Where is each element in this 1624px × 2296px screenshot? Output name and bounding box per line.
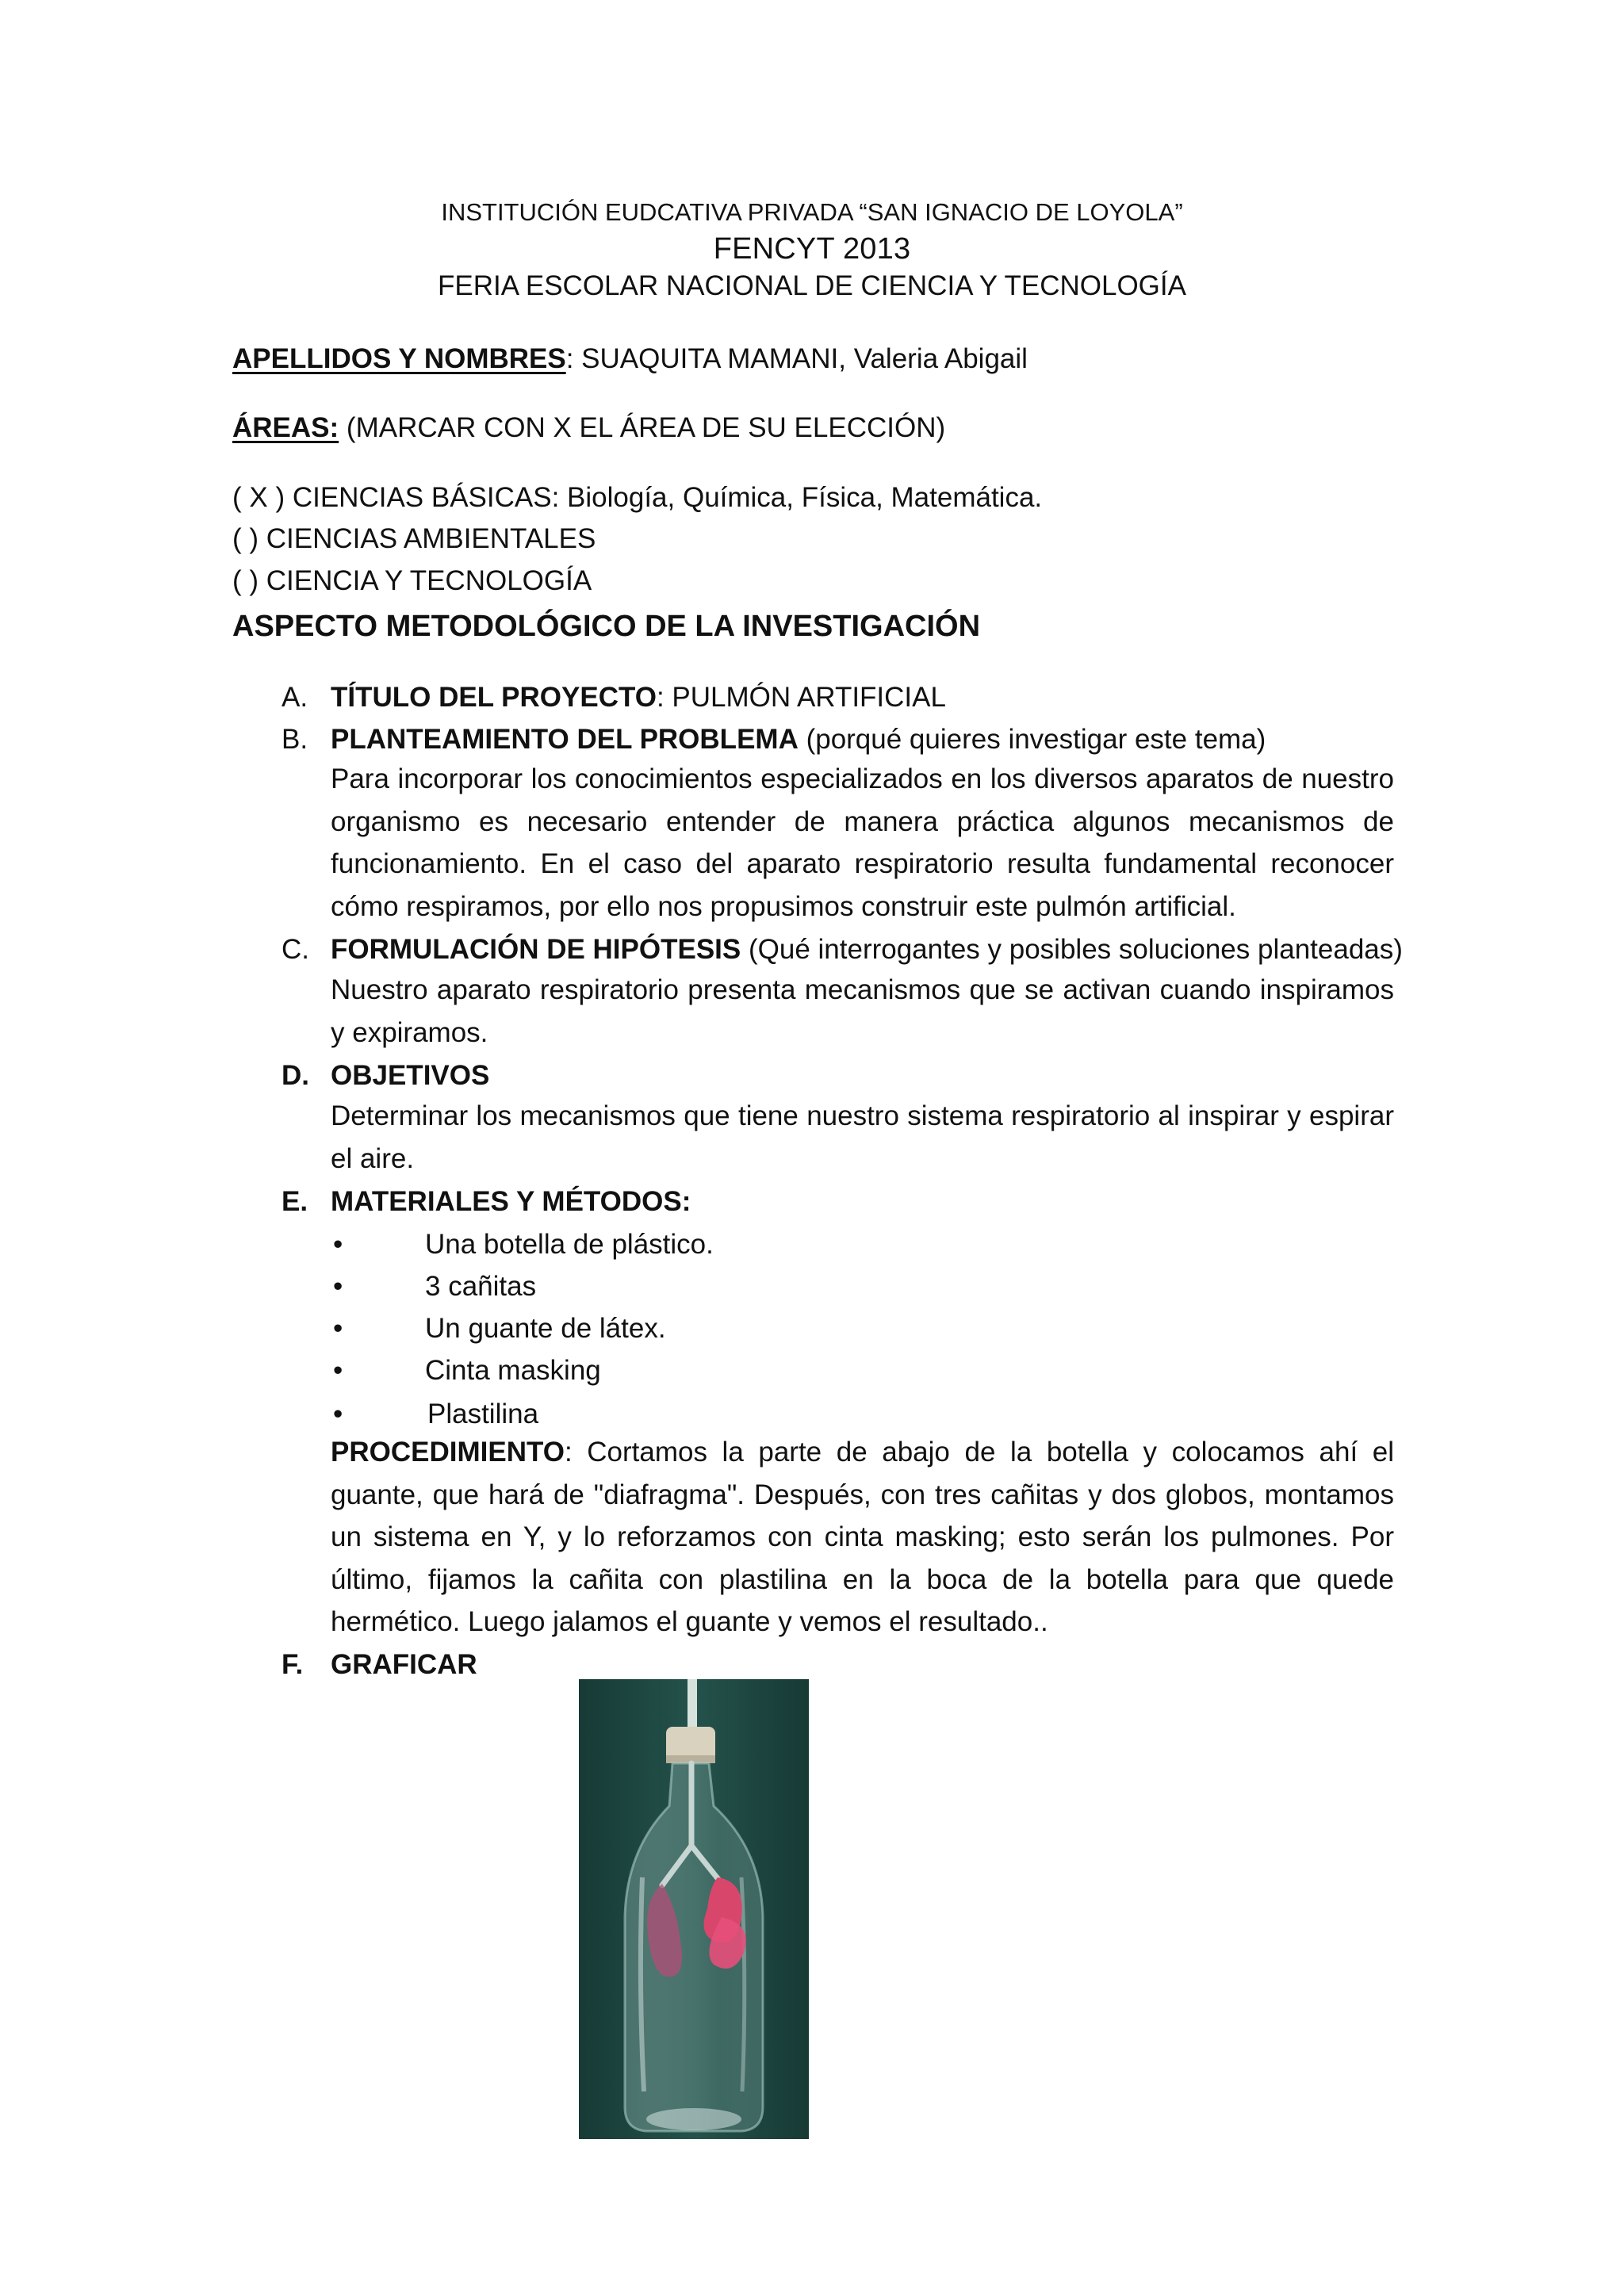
institution-name: INSTITUCIÓN EUDCATIVA PRIVADA “SAN IGNACIO DE LOYOLA”	[441, 198, 1183, 226]
procedure-paragraph	[331, 1431, 1394, 1644]
areas-line	[232, 414, 945, 442]
item-c-note: (Qué interrogantes y posibles soluciones planteadas)	[741, 934, 1403, 965]
item-d-label: OBJETIVOS	[331, 1060, 490, 1091]
areas-label: ÁREAS:	[232, 412, 339, 443]
item-a-label: TÍTULO DEL PROYECTO	[331, 682, 657, 713]
artificial-lung-photo	[579, 1679, 809, 2139]
item-a-line	[331, 683, 946, 711]
item-e-label: MATERIALES Y MÉTODOS:	[331, 1186, 691, 1217]
item-d-letter: D.	[282, 1060, 309, 1091]
item-c-line	[331, 936, 1403, 963]
item-d-body: Determinar los mecanismos que tiene nuestro sistema respiratorio al inspirar y espirar el aire.	[331, 1100, 1394, 1174]
material-item: Cinta masking	[425, 1355, 601, 1386]
item-f-label: GRAFICAR	[331, 1649, 477, 1680]
material-bullet: •	[333, 1229, 343, 1260]
item-b-label: PLANTEAMIENTO DEL PROBLEMA	[331, 724, 799, 755]
area-option-basic: ( X ) CIENCIAS BÁSICAS: Biología, Química, Física, Matemática.	[232, 482, 1043, 513]
item-c-label: FORMULACIÓN DE HIPÓTESIS	[331, 934, 741, 965]
item-a-letter: A.	[282, 682, 308, 713]
material-item: 3 cañitas	[425, 1271, 537, 1302]
bottle-illustration	[579, 1679, 809, 2139]
item-e-letter: E.	[282, 1186, 308, 1217]
item-c-letter: C.	[282, 934, 309, 965]
fair-title: FERIA ESCOLAR NACIONAL DE CIENCIA Y TECNOLOGÍA	[438, 270, 1186, 301]
event-title: FENCYT 2013	[713, 232, 911, 266]
material-item: Una botella de plástico.	[425, 1229, 714, 1260]
material-bullet: •	[333, 1399, 343, 1429]
student-line	[232, 345, 1028, 373]
material-bullet: •	[333, 1355, 343, 1386]
item-c-body: Nuestro aparato respiratorio presenta mecanismos que se activan cuando inspiramos y expiramos.	[331, 974, 1394, 1048]
item-f-letter: F.	[282, 1649, 304, 1680]
material-bullet: •	[333, 1313, 343, 1344]
procedure-body: : Cortamos la parte de abajo de la botella y colocamos ahí el guante, que hará de "diafragma". Después, con tres cañitas y dos globos, montamos un sistema en Y, y lo reforzamos con cinta masking; esto serán los pulmones. Por último, fijamos la cañita con plastilina en la boca de la botella para que quede hermético. Luego jalamos el guante y vemos el resultado..	[331, 1437, 1394, 1637]
area-option-environmental: ( ) CIENCIAS AMBIENTALES	[232, 523, 596, 554]
material-item: Plastilina	[427, 1399, 539, 1429]
material-item: Un guante de látex.	[425, 1313, 666, 1344]
student-label: APELLIDOS Y NOMBRES	[232, 343, 566, 374]
procedure-label: PROCEDIMIENTO	[331, 1437, 565, 1468]
material-bullet: •	[333, 1271, 343, 1302]
areas-instruction: (MARCAR CON X EL ÁREA DE SU ELECCIÓN)	[339, 412, 946, 443]
item-b-note: (porqué quieres investigar este tema)	[798, 724, 1266, 755]
section-title: ASPECTO METODOLÓGICO DE LA INVESTIGACIÓN	[232, 610, 981, 643]
item-b-body: Para incorporar los conocimientos especializados en los diversos aparatos de nuestro organismo es necesario entender de manera práctica algunos mecanismos de funcionamiento. En el caso del aparato respiratorio resulta fundamental reconocer cómo respiramos, por ello nos propusimos construir este pulmón artificial.	[331, 763, 1394, 922]
student-value: : SUAQUITA MAMANI, Valeria Abigail	[565, 343, 1028, 374]
area-option-technology: ( ) CIENCIA Y TECNOLOGÍA	[232, 565, 592, 596]
item-b-line	[331, 725, 1266, 753]
item-b-letter: B.	[282, 724, 308, 755]
item-a-value: : PULMÓN ARTIFICIAL	[656, 682, 946, 713]
